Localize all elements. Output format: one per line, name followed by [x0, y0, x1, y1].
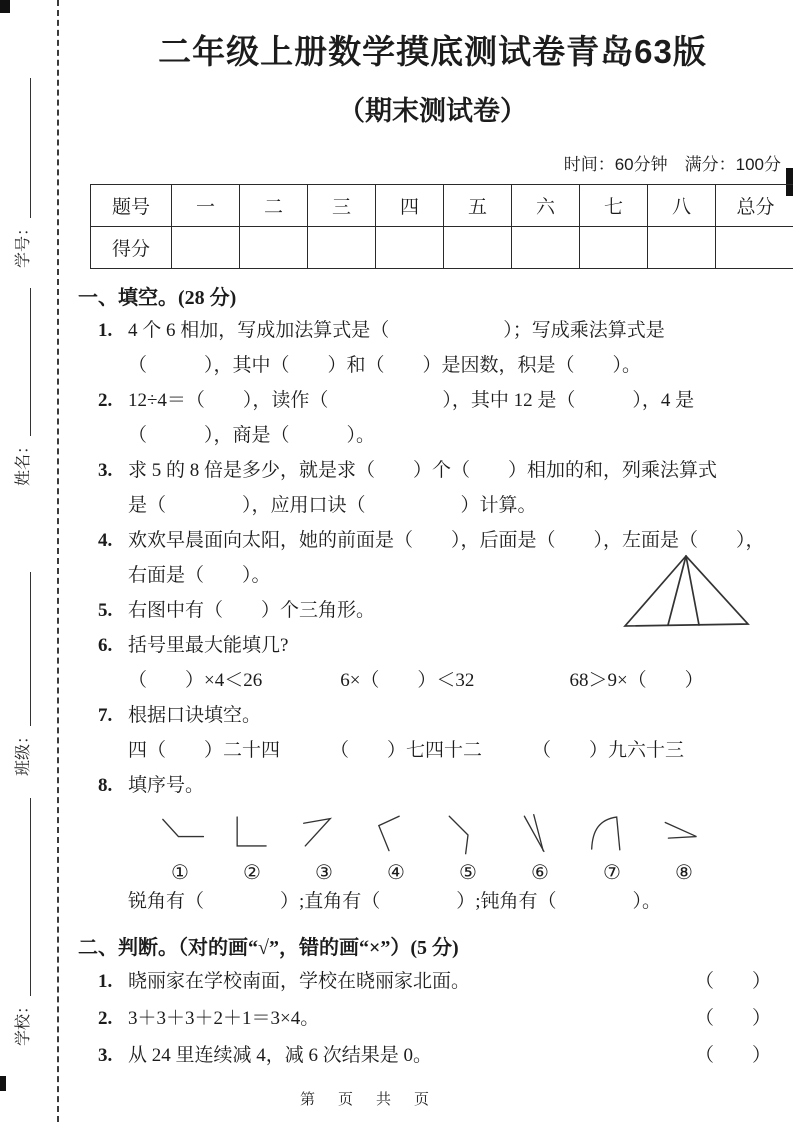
- score-table-col-5: 五: [444, 185, 512, 227]
- student-id-label: 学号：: [15, 219, 32, 268]
- score-table-col-label: 题号: [91, 185, 172, 227]
- angle-figure-3-label: ③: [315, 862, 333, 884]
- question-2-number: 2.: [98, 390, 113, 411]
- question-2-line-2: （ ），商是（ ）。: [128, 425, 376, 446]
- question-6-expression-1: （ ）×4＜26: [128, 670, 263, 691]
- angle-figure-3-icon: [299, 813, 349, 857]
- fold-dashed-line: [57, 0, 59, 1122]
- judgment-item-1-blank: （ ）: [694, 971, 771, 992]
- question-3-line-1: 求 5 的 8 倍是多少，就是求（ ）个（ ）相加的和，列乘法算式: [128, 460, 718, 481]
- question-2-body: [128, 383, 787, 453]
- question-8: [78, 768, 787, 803]
- question-3-body: [128, 453, 787, 523]
- score-cell-8: [648, 227, 716, 269]
- question-7-body: [128, 698, 787, 733]
- question-5-number: 5.: [98, 600, 113, 621]
- angle-figure-slot-2: [216, 813, 288, 884]
- name-blank-line: [30, 288, 31, 436]
- school-blank-line: [30, 798, 31, 996]
- score-table-col-4: 四: [376, 185, 444, 227]
- angle-figure-6-icon: [515, 813, 565, 857]
- judgment-item-1-text: 晓丽家在学校南面，学校在晓丽家北面。: [128, 971, 471, 992]
- question-7-expression-2: （ ）七四十二: [330, 740, 483, 761]
- score-table-col-total: 总分: [716, 185, 793, 227]
- angle-figure-slot-6: [504, 813, 576, 884]
- question-8-answer-line: 锐角有（ ）;直角有（ ）;钝角有（ ）。: [128, 891, 662, 912]
- angle-figure-2-icon: [227, 813, 277, 857]
- judgment-item-2: [78, 1001, 787, 1037]
- question-5-line-1: 右图中有（ ）个三角形。: [128, 600, 376, 621]
- angle-figure-7-label: ⑦: [603, 862, 621, 884]
- judgment-item-3: [78, 1038, 787, 1074]
- page-footer: 第 页 共 页: [300, 1092, 434, 1108]
- score-cell-4: [376, 227, 444, 269]
- angle-figure-6-label: ⑥: [531, 862, 549, 884]
- angle-figure-4-label: ④: [387, 862, 405, 884]
- question-1: [78, 313, 787, 383]
- angle-figure-1-label: ①: [171, 862, 189, 884]
- paper-main-column: [78, 0, 787, 1074]
- question-1-line-1: 4 个 6 相加，写成加法算式是（ ）；写成乘法算式是: [128, 320, 665, 341]
- scan-artifact-bottom-left: [0, 1076, 6, 1091]
- question-3-line-2: 是（ ），应用口诀（ ）计算。: [128, 495, 537, 516]
- angle-figure-slot-7: [576, 813, 648, 884]
- judgment-item-3-number: 3.: [98, 1045, 113, 1066]
- question-8-body: [128, 768, 787, 803]
- question-1-number: 1.: [98, 320, 113, 341]
- section2-heading: 二、判断。（对的画“√”，错的画“×”）(5 分): [78, 937, 459, 959]
- question-3-number: 3.: [98, 460, 113, 481]
- class-field: [10, 570, 36, 776]
- score-cell-3: [308, 227, 376, 269]
- question-2-line-1: 12÷4＝（ ），读作（ ），其中 12 是（ ），4 是: [128, 390, 695, 411]
- score-table-col-1: 一: [172, 185, 240, 227]
- angle-figure-1-icon: [155, 813, 205, 857]
- score-table-col-2: 二: [240, 185, 308, 227]
- judgment-item-1: [78, 964, 787, 1000]
- judgment-item-1-number: 1.: [98, 971, 113, 992]
- class-label: 班级：: [15, 727, 32, 776]
- student-id-field: [10, 76, 36, 268]
- angle-figure-slot-8: [648, 813, 720, 884]
- score-table-col-3: 三: [308, 185, 376, 227]
- angle-figure-2-label: ②: [243, 862, 261, 884]
- score-table-col-6: 六: [512, 185, 580, 227]
- judgment-item-2-blank: （ ）: [694, 1008, 771, 1029]
- question-7-line-1: 根据口诀填空。: [128, 705, 262, 726]
- angle-figure-slot-3: [288, 813, 360, 884]
- name-field: [10, 286, 36, 486]
- score-cell-7: [580, 227, 648, 269]
- angle-figure-slot-4: [360, 813, 432, 884]
- judgment-item-3-blank: （ ）: [694, 1045, 771, 1066]
- page-title: 二年级上册数学摸底测试卷青岛63版: [158, 33, 707, 70]
- score-row-label: 得分: [91, 227, 172, 269]
- question-1-line-2: （ ），其中（ ）和（ ）是因数，积是（ ）。: [128, 355, 642, 376]
- score-cell-total: [716, 227, 793, 269]
- angle-figure-8-label: ⑧: [675, 862, 693, 884]
- score-cell-6: [512, 227, 580, 269]
- question-7-expression-3: （ ）九六十三: [532, 740, 685, 761]
- score-cell-2: [240, 227, 308, 269]
- question-6-line-1: 括号里最大能填几?: [128, 635, 289, 656]
- page-subtitle: （期末测试卷）: [338, 96, 527, 126]
- question-6-expression-2: 6×（ ）＜32: [340, 670, 475, 691]
- angle-figure-4-icon: [371, 813, 421, 857]
- question-4-line-1: 欢欢早晨面向太阳，她的前面是（ ），后面是（ ），左面是（ ），: [128, 530, 765, 551]
- question-6-expressions: [78, 663, 787, 698]
- score-table-score-row: [91, 227, 793, 269]
- angle-figure-slot-1: [144, 813, 216, 884]
- angle-figure-5-label: ⑤: [459, 862, 477, 884]
- exam-time-score-meta: 时间：60分钟 满分：100分: [563, 155, 781, 174]
- student-id-blank-line: [30, 78, 31, 218]
- question-2: [78, 383, 787, 453]
- question-4-number: 4.: [98, 530, 113, 551]
- question-8-number: 8.: [98, 775, 113, 796]
- score-table: [90, 184, 793, 269]
- angle-figure-7-icon: [587, 813, 637, 857]
- question-7-expressions: [78, 733, 787, 768]
- question-8-angle-figures: [78, 813, 787, 884]
- question-3: [78, 453, 787, 523]
- angle-figure-slot-5: [432, 813, 504, 884]
- question-1-body: [128, 313, 787, 383]
- score-cell-1: [172, 227, 240, 269]
- name-label: 姓名：: [15, 437, 32, 486]
- school-field: [10, 796, 36, 1046]
- triangle-count-figure: [615, 550, 755, 636]
- score-table-col-8: 八: [648, 185, 716, 227]
- scan-artifact-top-left: [0, 0, 10, 13]
- school-label: 学校：: [15, 997, 32, 1046]
- judgment-item-2-number: 2.: [98, 1008, 113, 1029]
- question-8-line-1: 填序号。: [128, 775, 205, 796]
- question-7-number: 7.: [98, 705, 113, 726]
- question-7-expression-1: 四（ ）二十四: [128, 740, 281, 761]
- question-7: [78, 698, 787, 733]
- score-cell-5: [444, 227, 512, 269]
- question-6-expression-3: 68＞9×（ ）: [569, 670, 704, 691]
- score-table-col-7: 七: [580, 185, 648, 227]
- score-table-header-row: [91, 185, 793, 227]
- section1-heading: 一、填空。(28 分): [78, 287, 237, 309]
- judgment-item-2-text: 3＋3＋3＋2＋1＝3×4。: [128, 1008, 320, 1029]
- angle-figure-5-icon: [443, 813, 493, 857]
- angle-figure-8-icon: [659, 813, 709, 857]
- class-blank-line: [30, 572, 31, 726]
- question-6-number: 6.: [98, 635, 113, 656]
- judgment-item-3-text: 从 24 里连续减 4，减 6 次结果是 0。: [128, 1045, 433, 1066]
- question-4-line-2: 右面是（ ）。: [128, 565, 271, 586]
